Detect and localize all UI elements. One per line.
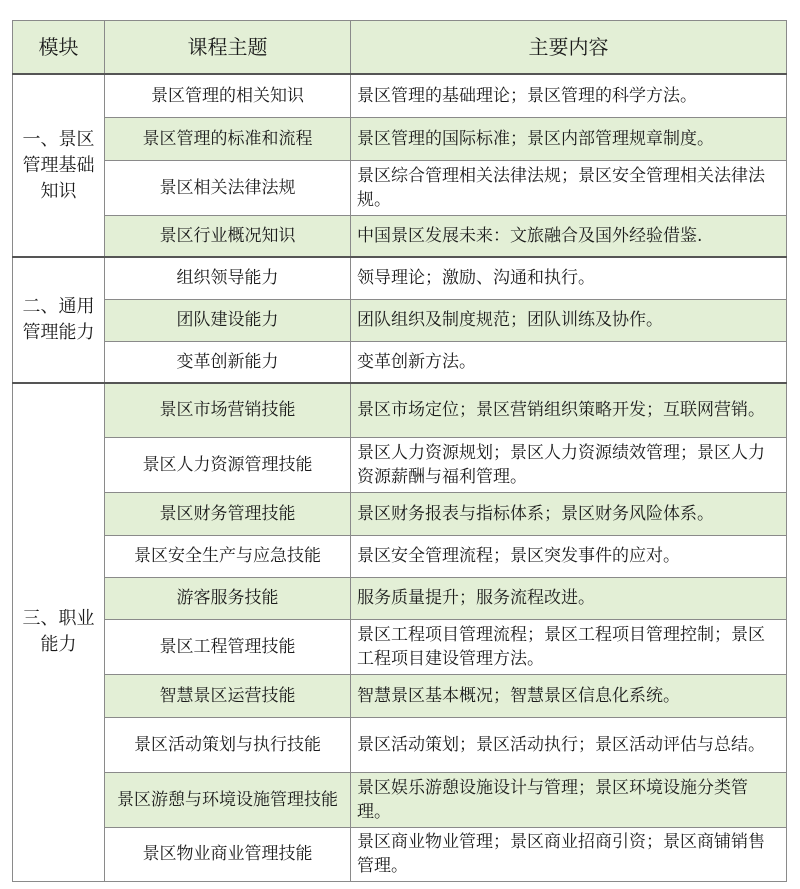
header-module: 模块 — [13, 21, 105, 75]
table-row — [13, 74, 787, 117]
topic-cell: 团队建设能力 — [105, 299, 351, 341]
topic-cell: 景区市场营销技能 — [105, 383, 351, 437]
content-cell: 领导理论；激励、沟通和执行。 — [351, 257, 787, 299]
content-cell: 服务质量提升；服务流程改进。 — [351, 577, 787, 619]
topic-cell: 景区管理的标准和流程 — [105, 117, 351, 160]
topic-cell: 景区管理的相关知识 — [105, 74, 351, 117]
topic-cell: 景区人力资源管理技能 — [105, 437, 351, 492]
topic-cell: 景区相关法律法规 — [105, 160, 351, 215]
content-cell: 景区综合管理相关法律法规；景区安全管理相关法律法规。 — [351, 160, 787, 215]
content-cell: 景区财务报表与指标体系；景区财务风险体系。 — [351, 492, 787, 535]
header-topic: 课程主题 — [105, 21, 351, 75]
topic-cell: 组织领导能力 — [105, 257, 351, 299]
table-row — [13, 827, 787, 881]
module-cell: 一、景区管理基础知识 — [13, 74, 105, 257]
content-cell: 景区活动策划；景区活动执行；景区活动评估与总结。 — [351, 717, 787, 772]
topic-cell: 游客服务技能 — [105, 577, 351, 619]
topic-cell: 变革创新能力 — [105, 341, 351, 383]
content-cell: 景区人力资源规划；景区人力资源绩效管理；景区人力资源薪酬与福利管理。 — [351, 437, 787, 492]
topic-cell: 智慧景区运营技能 — [105, 674, 351, 717]
topic-cell: 景区财务管理技能 — [105, 492, 351, 535]
table-row — [13, 160, 787, 215]
topic-cell: 景区行业概况知识 — [105, 215, 351, 257]
header-row — [13, 21, 787, 75]
content-cell: 景区市场定位；景区营销组织策略开发；互联网营销。 — [351, 383, 787, 437]
table-row — [13, 257, 787, 299]
content-cell: 景区娱乐游憩设施设计与管理；景区环境设施分类管理。 — [351, 772, 787, 827]
topic-cell: 景区活动策划与执行技能 — [105, 717, 351, 772]
table-row — [13, 117, 787, 160]
topic-cell: 景区游憩与环境设施管理技能 — [105, 772, 351, 827]
content-cell: 景区管理的基础理论；景区管理的科学方法。 — [351, 74, 787, 117]
content-cell: 景区安全管理流程；景区突发事件的应对。 — [351, 535, 787, 577]
content-cell: 景区商业物业管理；景区商业招商引资；景区商铺销售管理。 — [351, 827, 787, 881]
table-row — [13, 383, 787, 437]
module-cell: 三、职业能力 — [13, 383, 105, 881]
table-row — [13, 619, 787, 674]
module-cell: 二、通用管理能力 — [13, 257, 105, 383]
content-cell: 智慧景区基本概况；智慧景区信息化系统。 — [351, 674, 787, 717]
content-cell: 中国景区发展未来：文旅融合及国外经验借鉴. — [351, 215, 787, 257]
topic-cell: 景区工程管理技能 — [105, 619, 351, 674]
content-cell: 景区管理的国际标准；景区内部管理规章制度。 — [351, 117, 787, 160]
content-cell: 景区工程项目管理流程；景区工程项目管理控制；景区工程项目建设管理方法。 — [351, 619, 787, 674]
table-row — [13, 717, 787, 772]
header-content: 主要内容 — [351, 21, 787, 75]
table-row — [13, 577, 787, 619]
table-row — [13, 437, 787, 492]
table-row — [13, 674, 787, 717]
table-row — [13, 535, 787, 577]
content-cell: 变革创新方法。 — [351, 341, 787, 383]
topic-cell: 景区安全生产与应急技能 — [105, 535, 351, 577]
table-row — [13, 299, 787, 341]
table-row — [13, 772, 787, 827]
topic-cell: 景区物业商业管理技能 — [105, 827, 351, 881]
table-row — [13, 492, 787, 535]
content-cell: 团队组织及制度规范；团队训练及协作。 — [351, 299, 787, 341]
table-row — [13, 215, 787, 257]
course-table — [12, 20, 787, 882]
table-row — [13, 341, 787, 383]
